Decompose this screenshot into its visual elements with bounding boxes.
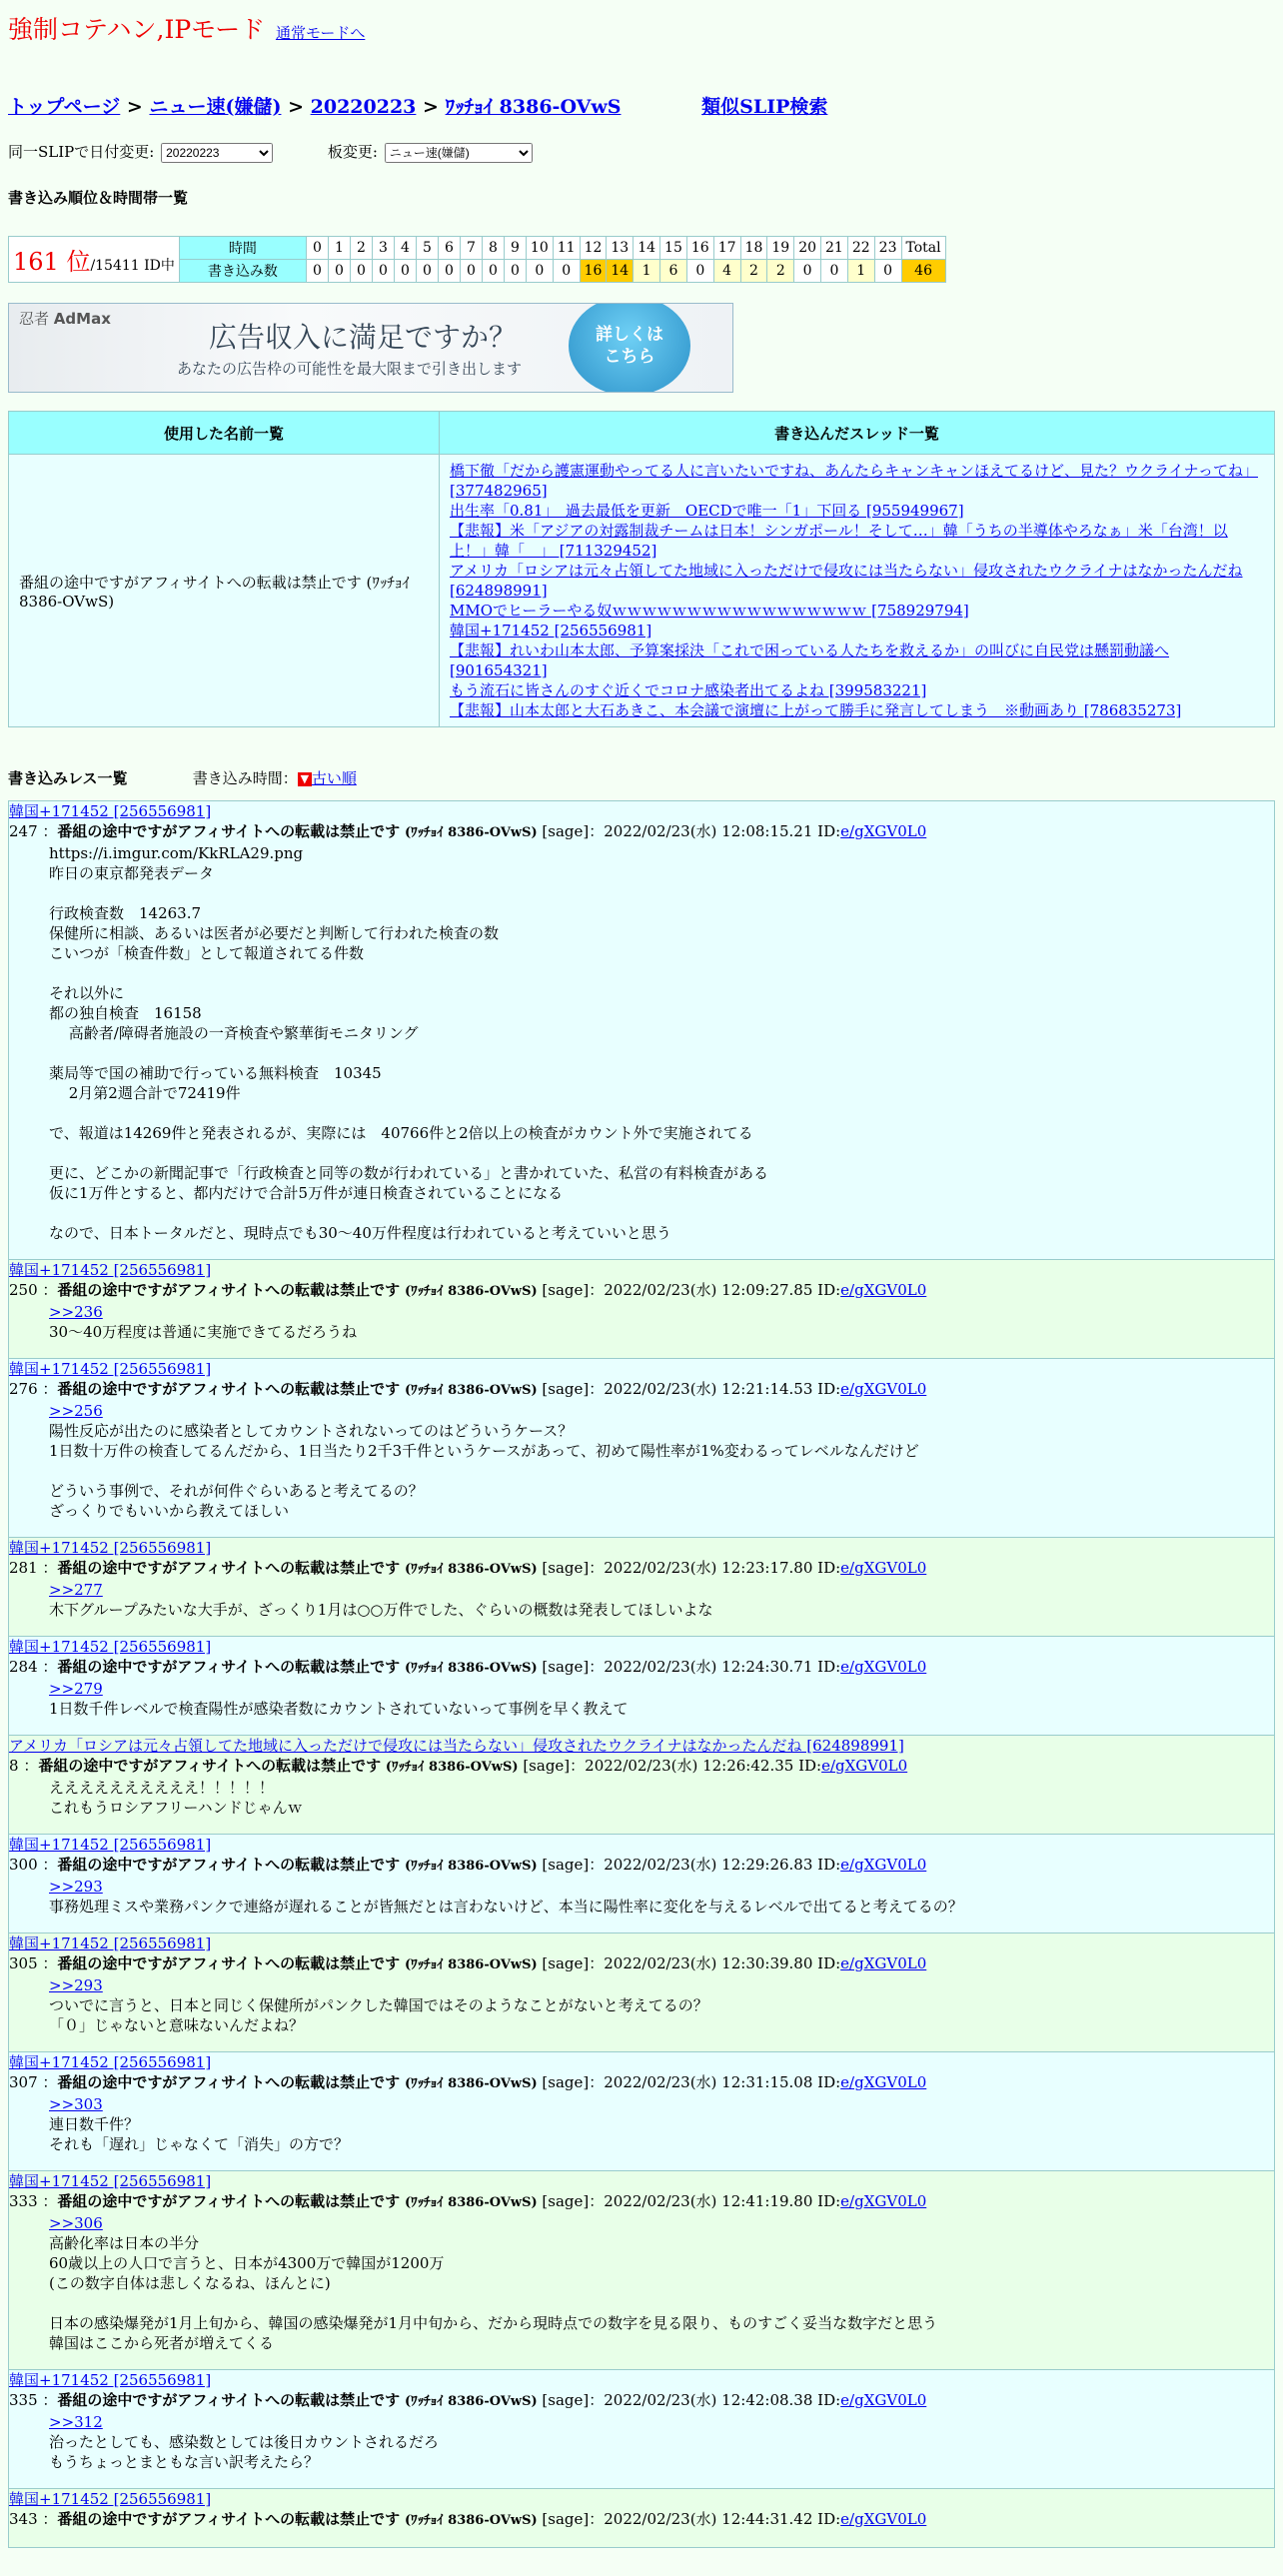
post-id-link[interactable]: e/gXGV0L0: [840, 2192, 927, 2210]
selector-row: [8, 141, 1275, 163]
count-cell: 0: [553, 260, 580, 283]
count-cell: 0: [328, 260, 350, 283]
post-thread-link[interactable]: 韓国+171452 [256556981]: [9, 802, 212, 820]
post-number: 284: [9, 1658, 38, 1676]
post-id-link[interactable]: e/gXGV0L0: [840, 1559, 927, 1577]
post-number: 307: [9, 2073, 38, 2091]
similar-slip-search-link[interactable]: 類似SLIP検索: [701, 96, 828, 118]
post-meta: [sage]：2022/02/23(水) 12:30:39.80 ID:: [542, 1954, 841, 1972]
thread-link[interactable]: 【悲報】れいわ山本太郎、予算案採決「これで困っている人たちを救えるか」の叫びに自民党は懸罰動議へ [901654321]: [450, 642, 1170, 679]
breadcrumb-board-link[interactable]: ニュー速(嫌儲): [149, 96, 282, 118]
site-title: 強制コテハン,IPモード: [8, 15, 266, 44]
breadcrumb-separator: >: [423, 96, 446, 118]
hour-cell: 4: [394, 237, 416, 260]
post-meta: [sage]：2022/02/23(水) 12:09:27.85 ID:: [542, 1281, 841, 1299]
post-item: [8, 2171, 1275, 2370]
post-author-trip: (ﾜｯﾁｮｲ 8386-OVwS): [404, 2076, 538, 2091]
count-cell: 0: [686, 260, 713, 283]
names-header: 使用した名前一覧: [9, 412, 440, 455]
ad-banner[interactable]: [8, 303, 733, 393]
post-number: 305: [9, 1954, 38, 1972]
posts-heading: 書き込みレス一覧: [8, 769, 128, 787]
used-name-cell: 番組の途中ですがアフィサイトへの転載は禁止です (ﾜｯﾁｮｲ 8386-OVwS): [9, 455, 440, 727]
ad-cta-line2: こちら: [604, 347, 655, 367]
page-header: [8, 10, 1275, 44]
post-id-link[interactable]: e/gXGV0L0: [840, 2073, 927, 2091]
post-meta: [sage]：2022/02/23(水) 12:31:15.08 ID:: [542, 2073, 841, 2091]
breadcrumb: [8, 92, 1275, 119]
hour-cell: 21: [821, 237, 848, 260]
ad-headline: 広告収入に満足ですか？: [209, 321, 518, 354]
post-item: [8, 1538, 1275, 1637]
rank-section-heading: 書き込み順位＆時間帯一覧: [8, 189, 189, 207]
post-body: 治ったとしても、感染数としては後日カウントされるだろ もうちょっとまともな言い訳考えたら？: [49, 2433, 440, 2471]
ad-logo: [19, 308, 111, 329]
post-header: 335 ：番組の途中ですがアフィサイトへの転載は禁止です (ﾜｯﾁｮｲ 8386-OVwS) [sage]：2022/02/23(水) 12:42:08.38 ID:e/gXGV0L0: [9, 2391, 927, 2409]
count-cell: 6: [660, 260, 687, 283]
post-item: [8, 800, 1275, 1260]
post-author-trip: (ﾜｯﾁｮｲ 8386-OVwS): [404, 1383, 538, 1398]
post-header: 307 ：番組の途中ですがアフィサイトへの転載は禁止です (ﾜｯﾁｮｲ 8386-OVwS) [sage]：2022/02/23(水) 12:31:15.08 ID:e/gXGV0L0: [9, 2073, 927, 2091]
board-select[interactable]: [385, 143, 533, 163]
post-meta: [sage]：2022/02/23(水) 12:21:14.53 ID:: [542, 1380, 841, 1398]
post-thread-link[interactable]: 韓国+171452 [256556981]: [9, 1638, 212, 1656]
post-reply-anchor[interactable]: >>236: [49, 1303, 103, 1321]
post-body: ついでに言うと、日本と同じく保健所がパンクした韓国ではそのようなことがないと考えてるの？ 「０」じゃないと意味ないんだよね？: [49, 1996, 708, 2034]
rank-value: 161 位: [13, 248, 91, 276]
sort-oldest-link[interactable]: 古い順: [311, 769, 357, 787]
thread-link[interactable]: MMOでヒーラーやる奴ｗｗｗｗｗｗｗｗｗｗｗｗｗｗｗｗｗ [758929794]: [450, 602, 969, 620]
post-body: 連日数千件？ それも「遅れ」じゃなくて「消失」の方で？: [49, 2115, 350, 2153]
count-cell: 1: [634, 260, 660, 283]
hour-cell: 23: [874, 237, 901, 260]
hour-cell: 10: [526, 237, 553, 260]
post-body: 30～40万程度は普通に実施できてるだろうね: [49, 1323, 358, 1341]
thread-link[interactable]: 韓国+171452 [256556981]: [450, 622, 652, 640]
post-id-link[interactable]: e/gXGV0L0: [840, 1658, 927, 1676]
thread-link[interactable]: 【悲報】米「アジアの対露制裁チームは日本！シンガポール！そして…」韓「うちの半導体やろなぁ」米「台湾！以上！」韓「 」 [711329452]: [450, 522, 1228, 560]
rank-cell: [9, 237, 180, 283]
post-author-name: 番組の途中ですがアフィサイトへの転載は禁止です: [57, 2073, 401, 2091]
post-author-name: 番組の途中ですがアフィサイトへの転載は禁止です: [57, 2510, 401, 2528]
hour-cell: 18: [740, 237, 767, 260]
count-cell: 0: [460, 260, 482, 283]
hour-cell: 16: [686, 237, 713, 260]
hour-cell: 6: [438, 237, 460, 260]
breadcrumb-top-link[interactable]: トップページ: [8, 96, 121, 118]
post-item: [8, 1933, 1275, 2052]
post-author-name: 番組の途中ですがアフィサイトへの転載は禁止です: [57, 1281, 401, 1299]
hour-cell: 14: [634, 237, 660, 260]
count-cell: 16: [580, 260, 607, 283]
threads-header: 書き込んだスレッド一覧: [440, 412, 1275, 455]
count-total-cell: 46: [901, 260, 945, 283]
post-reply-anchor[interactable]: >>277: [49, 1581, 103, 1599]
hour-cell: 15: [660, 237, 687, 260]
ad-logo-name: AdMax: [53, 310, 111, 328]
post-thread-link[interactable]: 韓国+171452 [256556981]: [9, 2053, 212, 2071]
post-thread-link[interactable]: 韓国+171452 [256556981]: [9, 1836, 212, 1854]
post-thread-link[interactable]: 韓国+171452 [256556981]: [9, 2371, 212, 2389]
post-author-name: 番組の途中ですがアフィサイトへの転載は禁止です: [57, 822, 401, 840]
post-header: 343 ：番組の途中ですがアフィサイトへの転載は禁止です (ﾜｯﾁｮｲ 8386-OVwS) [sage]：2022/02/23(水) 12:44:31.42 ID:e/gXGV0L0: [9, 2510, 927, 2528]
post-reply-anchor[interactable]: >>293: [49, 1976, 103, 1994]
sort-down-icon: ▼: [298, 772, 312, 786]
post-id-link[interactable]: e/gXGV0L0: [840, 1380, 927, 1398]
time-label: 時間: [179, 237, 306, 260]
count-cell: 0: [372, 260, 394, 283]
post-thread-link[interactable]: 韓国+171452 [256556981]: [9, 1360, 212, 1378]
post-item: [8, 1736, 1275, 1835]
post-id-link[interactable]: e/gXGV0L0: [840, 1856, 927, 1874]
post-thread-link[interactable]: 韓国+171452 [256556981]: [9, 1934, 212, 1952]
thread-list-cell: [440, 455, 1275, 727]
post-item: [8, 2489, 1275, 2548]
post-thread-link[interactable]: 韓国+171452 [256556981]: [9, 2172, 212, 2190]
hour-cell: 22: [847, 237, 874, 260]
hour-cell: 3: [372, 237, 394, 260]
post-body: 1日数千件レベルで検査陽性が感染者数にカウントされていないって事例を早く教えて: [49, 1700, 629, 1718]
post-number: 300: [9, 1856, 38, 1874]
post-author-name: 番組の途中ですがアフィサイトへの転載は禁止です: [57, 1954, 401, 1972]
post-number: 8: [9, 1757, 19, 1775]
count-cell: 0: [306, 260, 328, 283]
hourly-post-table: [8, 236, 946, 283]
count-cell: 0: [438, 260, 460, 283]
post-author-trip: (ﾜｯﾁｮｲ 8386-OVwS): [404, 1284, 538, 1299]
post-author-trip: (ﾜｯﾁｮｲ 8386-OVwS): [404, 825, 538, 840]
post-author-name: 番組の途中ですがアフィサイトへの転載は禁止です: [57, 1658, 401, 1676]
count-label: 書き込み数: [179, 260, 306, 283]
post-body: 木下グループみたいな大手が、ざっくり1月は○○万件でした、ぐらいの概数は発表してほしいよな: [49, 1601, 713, 1619]
post-author-name: 番組の途中ですがアフィサイトへの転載は禁止です: [57, 1559, 401, 1577]
breadcrumb-separator: >: [288, 96, 311, 118]
post-meta: [sage]：2022/02/23(水) 12:24:30.71 ID:: [542, 1658, 841, 1676]
breadcrumb-date-link[interactable]: 20220223: [310, 96, 417, 118]
hour-cell: 8: [482, 237, 504, 260]
post-header: 8 ：番組の途中ですがアフィサイトへの転載は禁止です (ﾜｯﾁｮｲ 8386-OVwS) [sage]：2022/02/23(水) 12:26:42.35 ID:e/gXGV0L0: [9, 1757, 908, 1775]
hour-cell: 7: [460, 237, 482, 260]
post-author-trip: (ﾜｯﾁｮｲ 8386-OVwS): [404, 1661, 538, 1676]
post-author-name: 番組の途中ですがアフィサイトへの転載は禁止です: [57, 1380, 401, 1398]
count-cell: 14: [607, 260, 634, 283]
post-header: 284 ：番組の途中ですがアフィサイトへの転載は禁止です (ﾜｯﾁｮｲ 8386-OVwS) [sage]：2022/02/23(水) 12:24:30.71 ID:e/gXGV0L0: [9, 1658, 927, 1676]
post-author-name: 番組の途中ですがアフィサイトへの転載は禁止です: [57, 2192, 401, 2210]
post-id-link[interactable]: e/gXGV0L0: [840, 822, 927, 840]
post-meta: [sage]：2022/02/23(水) 12:44:31.42 ID:: [542, 2510, 841, 2528]
post-reply-anchor[interactable]: >>279: [49, 1680, 103, 1698]
post-number: 333: [9, 2192, 38, 2210]
ad-cta-line1: 詳しくは: [596, 325, 663, 345]
hour-cell: 19: [767, 237, 794, 260]
post-author-trip: (ﾜｯﾁｮｲ 8386-OVwS): [404, 1957, 538, 1972]
count-cell: 1: [847, 260, 874, 283]
hour-cell: 12: [580, 237, 607, 260]
normal-mode-link[interactable]: 通常モードへ: [275, 24, 366, 42]
count-cell: 0: [874, 260, 901, 283]
post-author-trip: (ﾜｯﾁｮｲ 8386-OVwS): [404, 2513, 538, 2528]
post-body: ええええええええええ！！！！！ これもうロシアフリーハンドじゃんｗ: [49, 1779, 303, 1817]
post-item: [8, 2370, 1275, 2489]
post-header: 276 ：番組の途中ですがアフィサイトへの転載は禁止です (ﾜｯﾁｮｲ 8386-OVwS) [sage]：2022/02/23(水) 12:21:14.53 ID:e/gXGV0L0: [9, 1380, 927, 1398]
post-meta: [sage]：2022/02/23(水) 12:41:19.80 ID:: [542, 2192, 841, 2210]
post-meta: [sage]：2022/02/23(水) 12:23:17.80 ID:: [542, 1559, 841, 1577]
post-body: 陽性反応が出たのに感染者としてカウントされないってのはどういうケース？ 1日数十万件の検査してるんだから、1日当たり2千3千件というケースがあって、初めて陽性率が1%変わるってレベルなんだけど どういう事例で、それが何件ぐらいあると考えてるの？ ざっくりでもいいから教えてほしい: [49, 1422, 919, 1520]
post-item: [8, 1359, 1275, 1538]
post-reply-anchor[interactable]: >>256: [49, 1402, 103, 1420]
post-meta: [sage]：2022/02/23(水) 12:42:08.38 ID:: [542, 2391, 841, 2409]
count-cell: 0: [394, 260, 416, 283]
count-cell: 0: [350, 260, 372, 283]
post-item: [8, 1260, 1275, 1359]
post-reply-anchor[interactable]: >>312: [49, 2413, 103, 2431]
date-change-label: 同一SLIPで日付変更:: [8, 143, 155, 161]
post-id-link[interactable]: e/gXGV0L0: [840, 1954, 927, 1972]
post-number: 343: [9, 2510, 38, 2528]
post-meta: [sage]：2022/02/23(水) 12:26:42.35 ID:: [523, 1757, 822, 1775]
rank-total: /15411 ID中: [90, 258, 175, 274]
post-number: 247: [9, 822, 38, 840]
post-reply-anchor[interactable]: >>303: [49, 2095, 103, 2113]
post-author-trip: (ﾜｯﾁｮｲ 8386-OVwS): [404, 2195, 538, 2210]
breadcrumb-slip-link[interactable]: ﾜｯﾁｮｲ 8386-OVwS: [445, 96, 622, 118]
hour-cell: 20: [794, 237, 821, 260]
posts-list: [8, 800, 1275, 2548]
sort-label: 書き込み時間：: [192, 769, 298, 787]
count-cell: 0: [821, 260, 848, 283]
count-cell: 0: [504, 260, 526, 283]
post-thread-link[interactable]: 韓国+171452 [256556981]: [9, 1539, 212, 1557]
post-thread-link[interactable]: 韓国+171452 [256556981]: [9, 2490, 212, 2508]
thread-link[interactable]: 【悲報】山本太郎と大石あきこ、本会議で演壇に上がって勝手に発言してしまう ※動画あり [786835273]: [450, 701, 1182, 719]
post-item: [8, 1637, 1275, 1736]
post-item: [8, 2052, 1275, 2171]
post-header: 333 ：番組の途中ですがアフィサイトへの転載は禁止です (ﾜｯﾁｮｲ 8386-OVwS) [sage]：2022/02/23(水) 12:41:19.80 ID:e/gXGV0L0: [9, 2192, 927, 2210]
date-select[interactable]: [161, 143, 273, 163]
count-cell: 0: [526, 260, 553, 283]
post-id-link[interactable]: e/gXGV0L0: [840, 2391, 927, 2409]
post-number: 250: [9, 1281, 38, 1299]
post-number: 276: [9, 1380, 38, 1398]
names-threads-table: [8, 411, 1275, 727]
count-cell: 0: [794, 260, 821, 283]
thread-link[interactable]: アメリカ「ロシアは元々占領してた地域に入っただけで侵攻には当たらない」侵攻されたウクライナはなかったんだね [624898991]: [450, 562, 1243, 600]
count-cell: 0: [416, 260, 438, 283]
hour-cell: 0: [306, 237, 328, 260]
post-number: 281: [9, 1559, 38, 1577]
post-body: 事務処理ミスや業務パンクで連絡が遅れることが皆無だとは言わないけど、本当に陽性率に変化を与えるレベルで出てると考えてるの？: [49, 1898, 963, 1916]
post-header: 250 ：番組の途中ですがアフィサイトへの転載は禁止です (ﾜｯﾁｮｲ 8386-OVwS) [sage]：2022/02/23(水) 12:09:27.85 ID:e/gXGV0L0: [9, 1281, 927, 1299]
post-id-link[interactable]: e/gXGV0L0: [840, 1281, 927, 1299]
post-author-trip: (ﾜｯﾁｮｲ 8386-OVwS): [404, 2394, 538, 2409]
post-meta: [sage]：2022/02/23(水) 12:08:15.21 ID:: [542, 822, 841, 840]
breadcrumb-separator: >: [126, 96, 150, 118]
count-cell: 2: [740, 260, 767, 283]
ad-subtext: あなたの広告枠の可能性を最大限まで引き出します: [177, 360, 523, 378]
posts-heading-row: [8, 767, 1275, 788]
post-author-name: 番組の途中ですがアフィサイトへの転載は禁止です: [57, 2391, 401, 2409]
post-header: 305 ：番組の途中ですがアフィサイトへの転載は禁止です (ﾜｯﾁｮｲ 8386-OVwS) [sage]：2022/02/23(水) 12:30:39.80 ID:e/gXGV0L0: [9, 1954, 927, 1972]
post-body: https://i.imgur.com/KkRLA29.png 昨日の東京都発表データ 行政検査数 14263.7 保健所に相談、あるいは医者が必要だと判断して行われた検査の数 こいつが「検査件数」として報道されてる件数 それ以外に 都の独自検査 16158 高齢者/障碍者施設の一斉検査や繁華街モニタリング 薬局等で国の補助で行っている無料検査 10345 2月第2週合計で72419件 で、報道は14269件と発表されるが、実際には 40766件と2倍以上の検査がカウント外で実施されてる 更に、どこかの新聞記事で「行政検査と同等の数が行われている」と書かれていた、私営の有料検査がある 仮に1万件とすると、都内だけで合計5万件が連日検査されていることになる なので、日本トータルだと、現時点でも30～40万件程度は行われていると考えていいと思う: [49, 844, 769, 1242]
post-reply-anchor[interactable]: >>306: [49, 2214, 103, 2232]
hour-cell: 13: [607, 237, 634, 260]
count-cell: 2: [767, 260, 794, 283]
hour-cell: 2: [350, 237, 372, 260]
ad-logo-prefix: 忍者: [19, 310, 50, 328]
post-number: 335: [9, 2391, 38, 2409]
hour-cell: 9: [504, 237, 526, 260]
post-author-name: 番組の途中ですがアフィサイトへの転載は禁止です: [57, 1856, 401, 1874]
count-cell: 0: [482, 260, 504, 283]
post-header: 300 ：番組の途中ですがアフィサイトへの転載は禁止です (ﾜｯﾁｮｲ 8386-OVwS) [sage]：2022/02/23(水) 12:29:26.83 ID:e/gXGV0L0: [9, 1856, 927, 1874]
thread-link[interactable]: もう流石に皆さんのすぐ近くでコロナ感染者出てるよね [399583221]: [450, 681, 927, 699]
hour-cell: 17: [713, 237, 740, 260]
post-item: [8, 1835, 1275, 1933]
post-body: 高齢化率は日本の半分 60歳以上の人口で言うと、日本が4300万で韓国が1200万 (この数字自体は悲しくなるね、ほんとに) 日本の感染爆発が1月上旬から、韓国の感染爆発が1月中旬から、だから現時点での数字を見る限り、ものすごく妥当な数字だと思う 韓国はここから死者が増えてくる: [49, 2234, 938, 2352]
thread-link[interactable]: 出生率「0.81」 過去最低を更新 OECDで唯一「1」下回る [955949967]: [450, 502, 964, 520]
post-author-trip: (ﾜｯﾁｮｲ 8386-OVwS): [404, 1859, 538, 1874]
post-header: 247 ：番組の途中ですがアフィサイトへの転載は禁止です (ﾜｯﾁｮｲ 8386-OVwS) [sage]：2022/02/23(水) 12:08:15.21 ID:e/gXGV0L0: [9, 822, 927, 840]
hour-total-header: Total: [901, 237, 945, 260]
post-header: 281 ：番組の途中ですがアフィサイトへの転載は禁止です (ﾜｯﾁｮｲ 8386-OVwS) [sage]：2022/02/23(水) 12:23:17.80 ID:e/gXGV0L0: [9, 1559, 927, 1577]
post-id-link[interactable]: e/gXGV0L0: [821, 1757, 908, 1775]
hour-cell: 11: [553, 237, 580, 260]
post-id-link[interactable]: e/gXGV0L0: [840, 2510, 927, 2528]
board-change-label: 板変更:: [327, 143, 378, 161]
hour-cell: 1: [328, 237, 350, 260]
count-cell: 4: [713, 260, 740, 283]
thread-link[interactable]: 橋下徹「だから護憲運動やってる人に言いたいですね、あんたらキャンキャンほえてるけど、見た？ウクライナってね」 [377482965]: [450, 462, 1258, 500]
post-thread-link[interactable]: アメリカ「ロシアは元々占領してた地域に入っただけで侵攻には当たらない」侵攻されたウクライナはなかったんだね [624898991]: [9, 1737, 904, 1755]
post-reply-anchor[interactable]: >>293: [49, 1878, 103, 1896]
post-meta: [sage]：2022/02/23(水) 12:29:26.83 ID:: [542, 1856, 841, 1874]
post-author-trip: (ﾜｯﾁｮｲ 8386-OVwS): [385, 1760, 519, 1775]
post-thread-link[interactable]: 韓国+171452 [256556981]: [9, 1261, 212, 1279]
post-author-name: 番組の途中ですがアフィサイトへの転載は禁止です: [38, 1757, 382, 1775]
ad-cta-button[interactable]: [569, 303, 690, 393]
post-author-trip: (ﾜｯﾁｮｲ 8386-OVwS): [404, 1562, 538, 1577]
hour-cell: 5: [416, 237, 438, 260]
